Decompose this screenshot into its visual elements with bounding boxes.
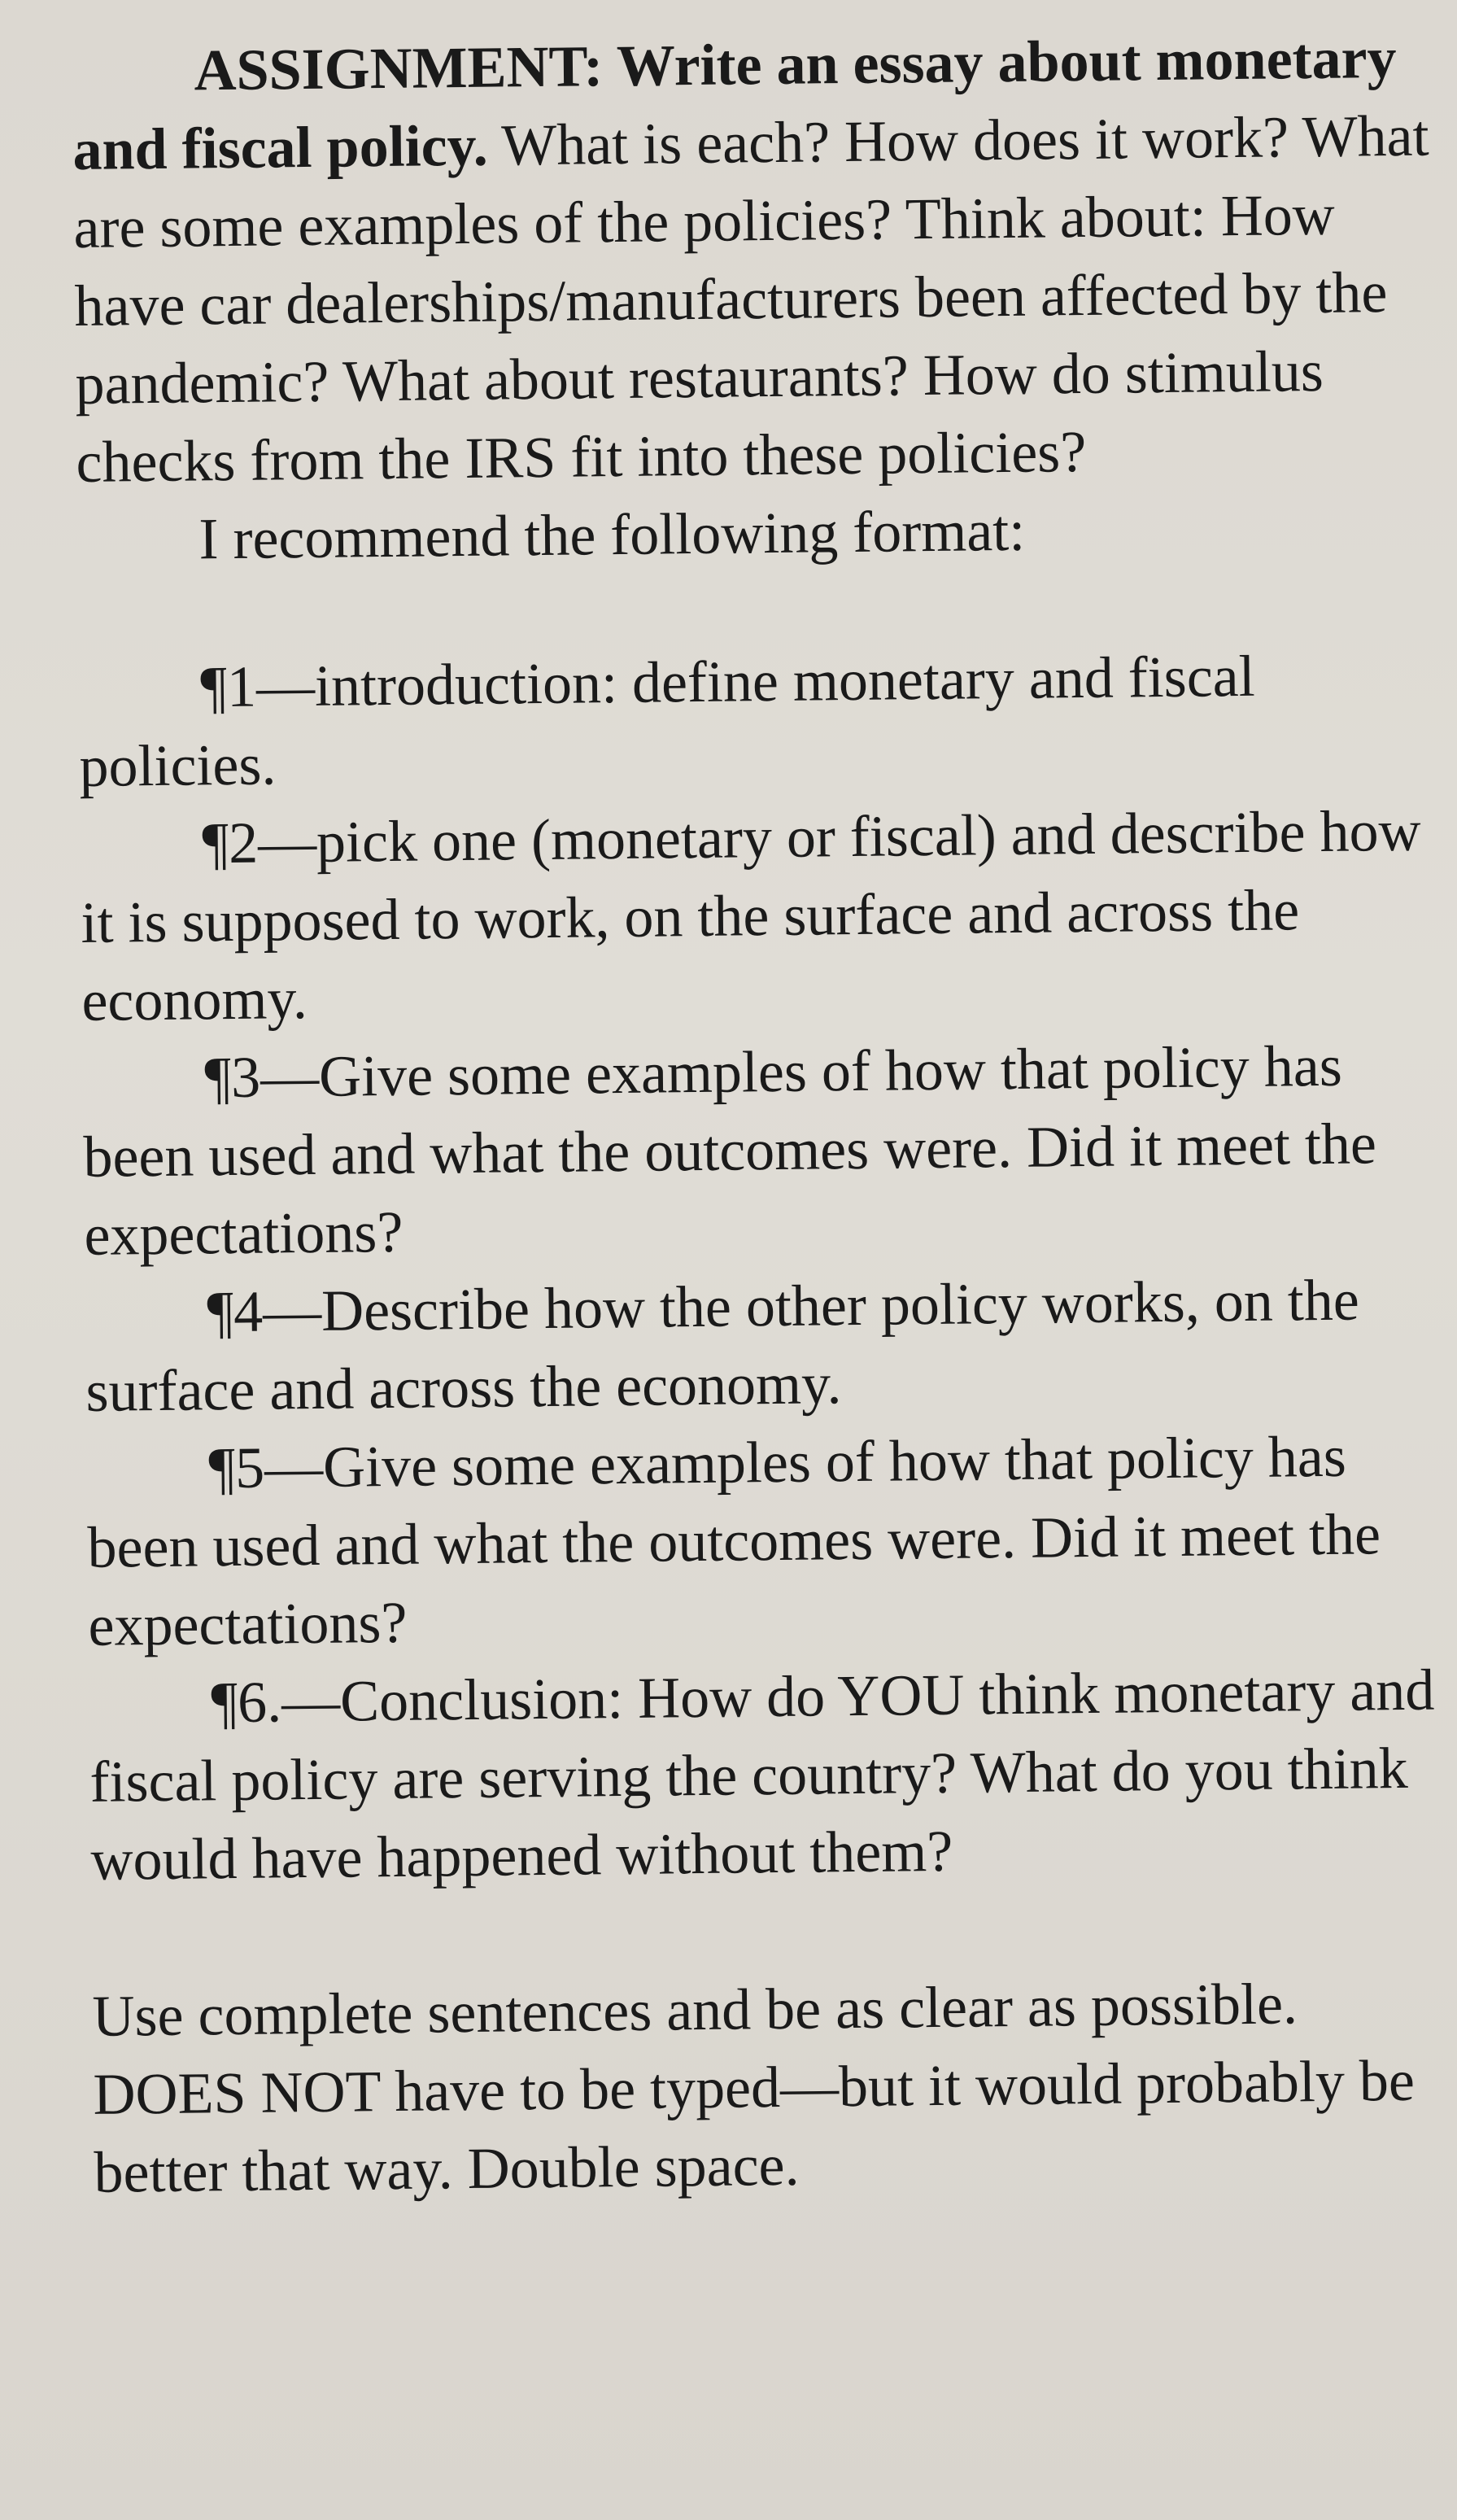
closing-instructions: Use complete sentences and be as clear as possible. DOES NOT have to be typed—but it would probably be better that way. Double space. bbox=[92, 1971, 1416, 2205]
format-paragraph-3: ¶3—Give some examples of how that policy has been used and what the outcomes were. Did it meet the expectations? bbox=[83, 1033, 1377, 1268]
format-paragraph-4: ¶4—Describe how the other policy works, on the surface and across the economy. bbox=[85, 1267, 1360, 1424]
assignment-sheet bbox=[72, 18, 1457, 2211]
format-paragraph-6: ¶6.—Conclusion: How do YOU think monetary and fiscal policy are serving the country? What do you think would have happened without them? bbox=[89, 1657, 1435, 1893]
blank-line bbox=[91, 1885, 1457, 1977]
assignment-prompt bbox=[72, 18, 1443, 501]
format-intro: I recommend the following format: bbox=[198, 497, 1026, 572]
format-paragraph-5: ¶5—Give some examples of how that policy has been used and what the outcomes were. Did it meet the expectations? bbox=[87, 1423, 1381, 1658]
assignment-questions: What is each? How does it work? What are some examples of the policies? Think about: How have car dealerships/manufacturers been affected by the pandemic? What about restaurants? How do stimulus checks from the IRS fit into these policies? bbox=[73, 103, 1429, 495]
assignment-heading: ASSIGNMENT: Write an essay about monetary and fiscal policy. bbox=[72, 24, 1397, 182]
format-paragraph-2: ¶2—pick one (monetary or fiscal) and describe how it is supposed to work, on the surface and across the economy. bbox=[81, 797, 1421, 1033]
format-paragraph-1: ¶1—introduction: define monetary and fiscal policies. bbox=[79, 643, 1256, 799]
